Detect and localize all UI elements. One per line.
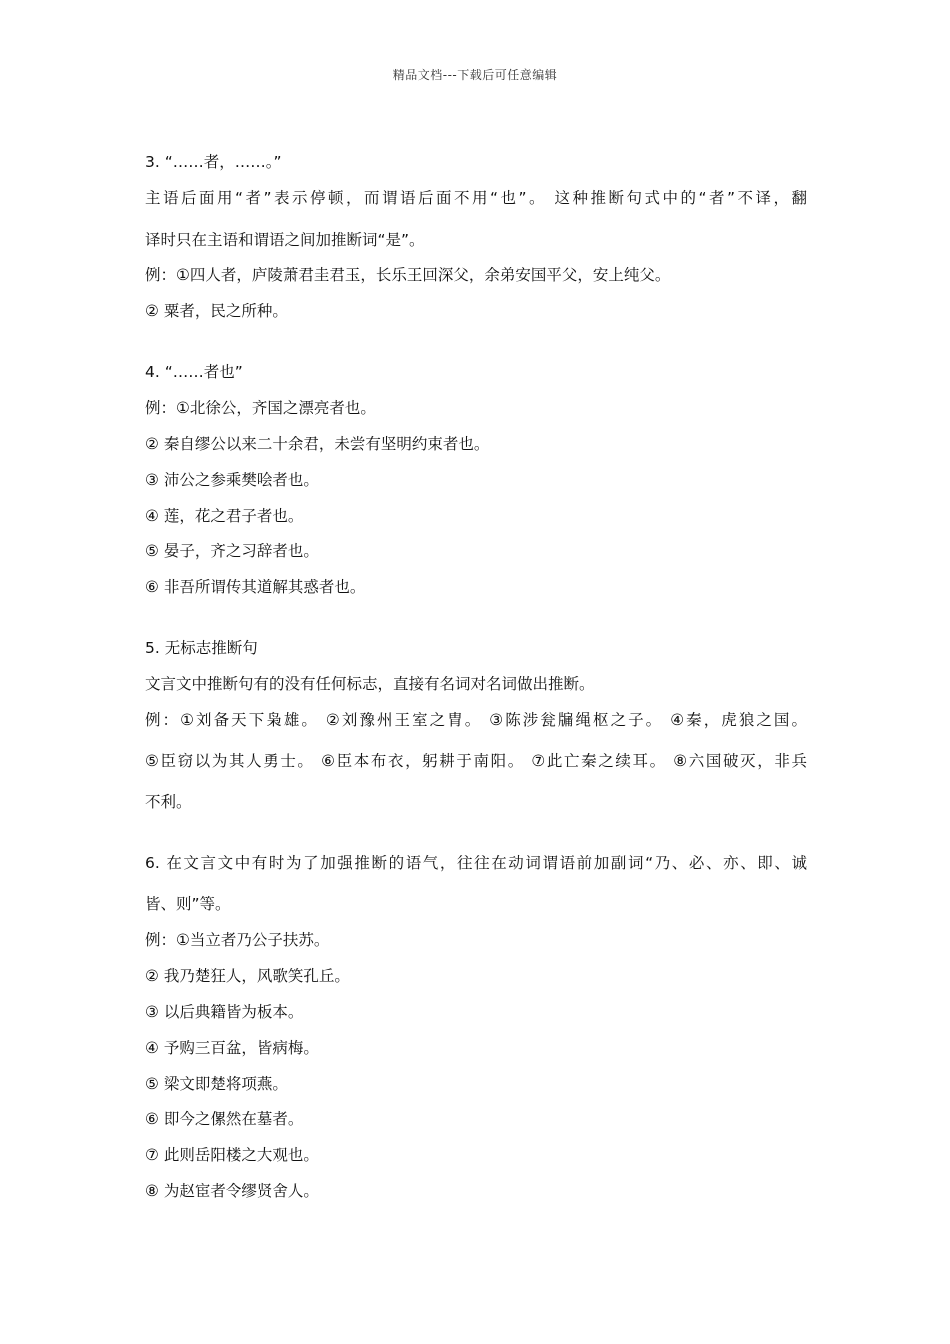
- page-header: 精品文档---下载后可任意编辑: [392, 68, 558, 82]
- section-6-example-4: ④ 予购三百盆，皆病梅。: [145, 1039, 319, 1057]
- section-6-example-1: 例：①当立者乃公子扶苏。: [145, 931, 330, 949]
- section-4-heading: 4. “……者也”: [145, 363, 243, 381]
- section-6-example-3: ③ 以后典籍皆为板本。: [145, 1003, 304, 1021]
- section-3-line-2: 译时只在主语和谓语之间加推断词“是”。: [145, 231, 425, 249]
- section-6-example-7: ⑦ 此则岳阳楼之大观也。: [145, 1146, 319, 1164]
- section-5-examples-2: ⑤臣窃以为其人勇士。 ⑥臣本布衣，躬耕于南阳。 ⑦此亡秦之续耳。 ⑧六国破灭，非兵: [145, 752, 807, 770]
- section-6-heading: 6. 在文言文中有时为了加强推断的语气，往往在动词谓语前加副词“乃、必、亦、即、诚: [145, 854, 807, 872]
- section-4-example-6: ⑥ 非吾所谓传其道解其惑者也。: [145, 578, 366, 596]
- section-5-heading: 5. 无标志推断句: [145, 639, 258, 657]
- section-4-example-2: ② 秦自缪公以来二十余君，未尝有坚明约束者也。: [145, 435, 490, 453]
- section-6-example-6: ⑥ 即今之傫然在墓者。: [145, 1110, 304, 1128]
- section-5-line-1: 文言文中推断句有的没有任何标志，直接有名词对名词做出推断。: [145, 675, 595, 693]
- section-6-line-1: 皆、则”等。: [145, 895, 231, 913]
- section-3-line-1: 主语后面用“者”表示停顿，而谓语后面不用“也”。 这种推断句式中的“者”不译，翻: [145, 189, 807, 207]
- section-6-example-8: ⑧ 为赵宦者令缪贤舍人。: [145, 1182, 319, 1200]
- section-5-examples-1: 例：①刘备天下枭雄。 ②刘豫州王室之胄。 ③陈涉瓮牖绳枢之子。 ④秦，虎狼之国。: [145, 711, 807, 729]
- section-6-example-2: ② 我乃楚狂人，风歌笑孔丘。: [145, 967, 350, 985]
- section-4-example-3: ③ 沛公之参乘樊哙者也。: [145, 471, 319, 489]
- section-4-example-1: 例：①北徐公，齐国之漂亮者也。: [145, 399, 376, 417]
- section-4-example-4: ④ 莲，花之君子者也。: [145, 507, 304, 525]
- section-6-example-5: ⑤ 梁文即楚将项燕。: [145, 1075, 288, 1093]
- section-3-example-1: 例：①四人者，庐陵萧君圭君玉，长乐王回深父，余弟安国平父，安上纯父。: [145, 266, 671, 284]
- section-5-examples-3: 不利。: [145, 793, 192, 811]
- section-3-example-2: ② 粟者，民之所种。: [145, 302, 288, 320]
- section-4-example-5: ⑤ 晏子，齐之习辞者也。: [145, 542, 319, 560]
- section-3-heading: 3. “……者，……。”: [145, 153, 282, 171]
